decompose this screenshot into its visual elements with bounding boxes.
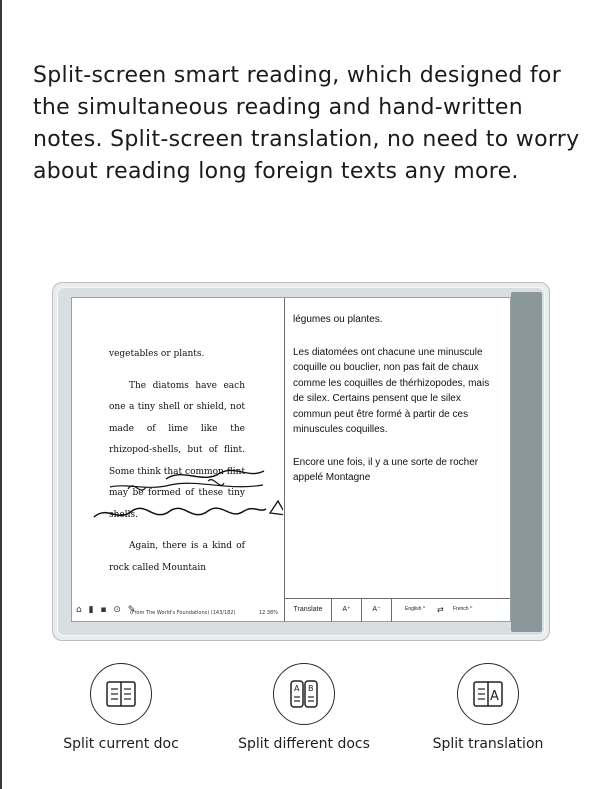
handwritten-annotation[interactable] xyxy=(88,461,283,531)
font-increase-button[interactable]: A⁺ xyxy=(332,599,362,622)
reading-progress: 12.38% xyxy=(258,610,278,616)
feature-split-current-doc xyxy=(36,663,206,752)
svg-text:A: A xyxy=(490,689,499,704)
feature-split-different-docs xyxy=(219,663,389,752)
reader-status-bar xyxy=(72,602,284,621)
reading-pane[interactable] xyxy=(72,298,285,621)
source-language-label: English xyxy=(405,606,422,612)
split-current-doc-icon xyxy=(90,663,152,725)
translate-button[interactable]: Translate xyxy=(285,599,332,622)
split-translation-icon xyxy=(457,663,519,725)
feature-label: Split current doc xyxy=(63,736,179,752)
ereader-screen xyxy=(71,297,511,622)
translation-paragraph: Les diatomées ont chacune une minuscule coquille ou bouclier, non pas fait de chaux comme les coquilles de thérhizopodes, mais de silex. Certains pensent que le silex commun peut être formé à partir de ces minuscules coquilles. xyxy=(293,346,490,435)
headline: Split-screen smart reading, which designed for the simultaneous reading and hand-written notes. Split-screen translation, no need to worry about reading long foreign texts any more. xyxy=(33,63,580,184)
svg-text:B: B xyxy=(308,684,314,693)
ereader-device xyxy=(52,282,550,641)
book-paragraph: The diatoms have each one a tiny shell or shield, not made of lime like the rhizopod-shells, but of flint. Some think that common flint may be formed of these tiny shells. xyxy=(109,380,245,520)
left-border xyxy=(0,0,2,789)
translation-text xyxy=(293,312,493,486)
book-line: vegetables or plants. xyxy=(109,349,205,359)
feature-label: Split translation xyxy=(432,736,544,752)
target-language-select[interactable]: French ^ xyxy=(453,606,473,612)
translation-toolbar xyxy=(285,598,510,622)
feature-split-translation xyxy=(403,663,573,752)
translation-paragraph: Encore une fois, il y a une sorte de rocher appelé Montagne xyxy=(293,456,479,483)
translation-line: légumes ou plantes. xyxy=(293,314,383,325)
device-side-panel xyxy=(511,292,542,632)
swap-languages-icon[interactable]: ⇄ xyxy=(437,605,444,614)
target-language-label: French xyxy=(453,606,469,612)
book-paragraph: Again, there is a kind of rock called Mountain xyxy=(109,541,245,573)
svg-text:A: A xyxy=(294,684,300,693)
source-language-select[interactable]: English ^ xyxy=(405,606,426,612)
translation-pane[interactable] xyxy=(285,298,510,621)
font-decrease-button[interactable]: A⁻ xyxy=(362,599,392,622)
toolbar-icons[interactable]: ⌂ ▮ ▪ ⊙ ✎ xyxy=(76,605,138,615)
split-different-docs-icon xyxy=(273,663,335,725)
book-source: (From The World's Foundations) (143/182) xyxy=(130,610,236,616)
feature-label: Split different docs xyxy=(238,736,370,752)
